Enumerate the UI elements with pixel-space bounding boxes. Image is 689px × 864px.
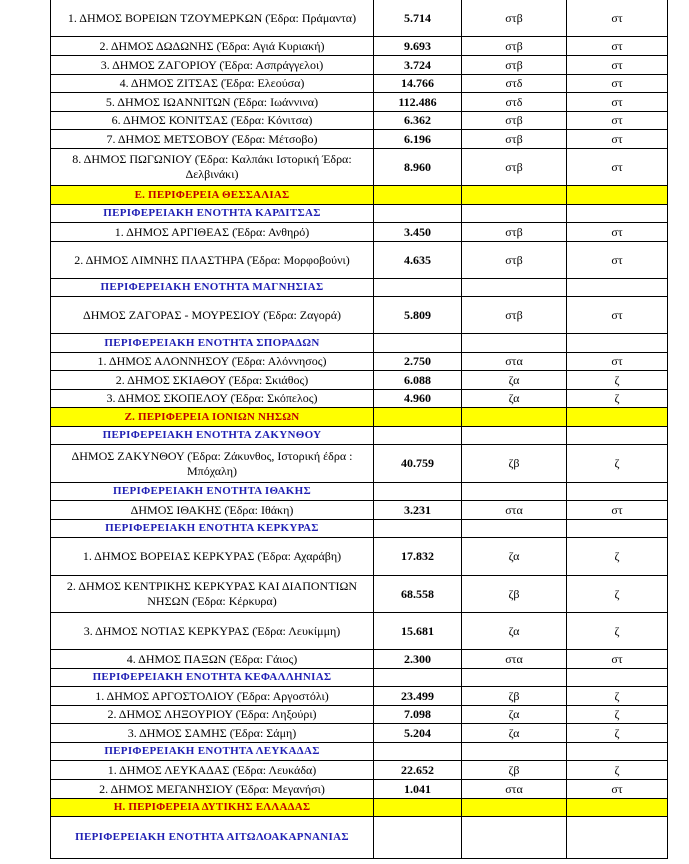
- table-row: [51, 242, 668, 279]
- class-cell: [567, 669, 668, 687]
- regional-unit-row: [51, 743, 668, 761]
- municipality-name-cell: ΠΕΡΙΦΕΡΕΙΑΚΗ ΕΝΟΤΗΤΑ ΛΕΥΚΑΔΑΣ: [51, 743, 374, 761]
- table-row: [51, 576, 668, 613]
- category-cell: [462, 205, 567, 223]
- table-row: [51, 149, 668, 186]
- municipality-name-cell: 3. ΔΗΜΟΣ ΝΟΤΙΑΣ ΚΕΡΚΥΡΑΣ (Έδρα: Λευκίμμη): [51, 613, 374, 650]
- population-cell: 1.041: [374, 780, 462, 799]
- population-cell: 4.635: [374, 242, 462, 279]
- class-cell: στ: [567, 353, 668, 371]
- regional-unit-row: [51, 817, 668, 859]
- population-cell: 23.499: [374, 687, 462, 706]
- category-cell: [462, 817, 567, 859]
- municipality-name-cell: 1. ΔΗΜΟΣ ΑΛΟΝΝΗΣΟΥ (Έδρα: Αλόννησος): [51, 353, 374, 371]
- population-cell: 5.204: [374, 724, 462, 743]
- category-cell: στβ: [462, 149, 567, 186]
- population-cell: [374, 408, 462, 427]
- table-row: [51, 706, 668, 724]
- region-header-row: [51, 799, 668, 817]
- regional-unit-row: [51, 279, 668, 297]
- population-cell: [374, 743, 462, 761]
- municipality-name-cell: 4. ΔΗΜΟΣ ΠΑΞΩΝ (Έδρα: Γάιος): [51, 650, 374, 669]
- population-cell: [374, 279, 462, 297]
- table-row: [51, 538, 668, 576]
- category-cell: στβ: [462, 37, 567, 56]
- class-cell: στ: [567, 780, 668, 799]
- class-cell: στ: [567, 112, 668, 130]
- class-cell: ζ: [567, 538, 668, 576]
- municipality-name-cell: Η. ΠΕΡΙΦΕΡΕΙΑ ΔΥΤΙΚΗΣ ΕΛΛΑΔΑΣ: [51, 799, 374, 817]
- municipality-name-cell: 1. ΔΗΜΟΣ ΑΡΓΟΣΤΟΛΙΟΥ (Έδρα: Αργοστόλι): [51, 687, 374, 706]
- category-cell: στβ: [462, 0, 567, 37]
- municipality-name-cell: 2. ΔΗΜΟΣ ΚΕΝΤΡΙΚΗΣ ΚΕΡΚΥΡΑΣ ΚΑΙ ΔΙΑΠΟΝΤΙΩΝ ΝΗΣΩΝ (Έδρα: Κέρκυρα): [51, 576, 374, 613]
- table-row: [51, 780, 668, 799]
- population-cell: [374, 817, 462, 859]
- table-row: [51, 501, 668, 520]
- category-cell: [462, 483, 567, 501]
- population-cell: 14.766: [374, 75, 462, 93]
- class-cell: [567, 427, 668, 445]
- municipality-name-cell: ΠΕΡΙΦΕΡΕΙΑΚΗ ΕΝΟΤΗΤΑ ΖΑΚΥΝΘΟΥ: [51, 427, 374, 445]
- municipality-name-cell: ΠΕΡΙΦΕΡΕΙΑΚΗ ΕΝΟΤΗΤΑ ΚΕΡΚΥΡΑΣ: [51, 520, 374, 538]
- category-cell: [462, 520, 567, 538]
- population-cell: 112.486: [374, 93, 462, 112]
- population-cell: 5.714: [374, 0, 462, 37]
- category-cell: ζα: [462, 724, 567, 743]
- municipality-name-cell: ΠΕΡΙΦΕΡΕΙΑΚΗ ΕΝΟΤΗΤΑ ΜΑΓΝΗΣΙΑΣ: [51, 279, 374, 297]
- municipality-name-cell: ΠΕΡΙΦΕΡΕΙΑΚΗ ΕΝΟΤΗΤΑ ΙΘΑΚΗΣ: [51, 483, 374, 501]
- class-cell: στ: [567, 75, 668, 93]
- population-cell: [374, 186, 462, 205]
- class-cell: στ: [567, 37, 668, 56]
- population-cell: 9.693: [374, 37, 462, 56]
- class-cell: στ: [567, 650, 668, 669]
- population-cell: 2.300: [374, 650, 462, 669]
- regional-unit-row: [51, 483, 668, 501]
- table-row: [51, 724, 668, 743]
- class-cell: ζ: [567, 687, 668, 706]
- municipality-name-cell: 5. ΔΗΜΟΣ ΙΩΑΝΝΙΤΩΝ (Έδρα: Ιωάννινα): [51, 93, 374, 112]
- region-header-row: [51, 408, 668, 427]
- municipality-name-cell: Ε. ΠΕΡΙΦΕΡΕΙΑ ΘΕΣΣΑΛΙΑΣ: [51, 186, 374, 205]
- category-cell: ζβ: [462, 761, 567, 780]
- municipality-name-cell: 2. ΔΗΜΟΣ ΔΩΔΩΝΗΣ (Έδρα: Αγιά Κυριακή): [51, 37, 374, 56]
- population-cell: 6.196: [374, 130, 462, 149]
- municipality-name-cell: ΠΕΡΙΦΕΡΕΙΑΚΗ ΕΝΟΤΗΤΑ ΚΑΡΔΙΤΣΑΣ: [51, 205, 374, 223]
- table-row: [51, 613, 668, 650]
- table-row: [51, 93, 668, 112]
- population-cell: 40.759: [374, 445, 462, 483]
- municipality-name-cell: 8. ΔΗΜΟΣ ΠΩΓΩΝΙΟΥ (Έδρα: Καλπάκι Ιστορική Έδρα: Δελβινάκι): [51, 149, 374, 186]
- table-row: [51, 687, 668, 706]
- population-cell: 7.098: [374, 706, 462, 724]
- table-row: [51, 0, 668, 37]
- table-row: [51, 75, 668, 93]
- category-cell: [462, 279, 567, 297]
- class-cell: στ: [567, 223, 668, 242]
- municipality-name-cell: 3. ΔΗΜΟΣ ΖΑΓΟΡΙΟΥ (Έδρα: Ασπράγγελοι): [51, 56, 374, 75]
- category-cell: στδ: [462, 75, 567, 93]
- municipality-name-cell: 2. ΔΗΜΟΣ ΛΙΜΝΗΣ ΠΛΑΣΤΗΡΑ (Έδρα: Μορφοβούνι): [51, 242, 374, 279]
- municipality-name-cell: 3. ΔΗΜΟΣ ΣΑΜΗΣ (Έδρα: Σάμη): [51, 724, 374, 743]
- category-cell: ζα: [462, 538, 567, 576]
- population-cell: 5.809: [374, 297, 462, 334]
- population-cell: 17.832: [374, 538, 462, 576]
- class-cell: στ: [567, 149, 668, 186]
- regional-unit-row: [51, 334, 668, 353]
- table-row: [51, 223, 668, 242]
- category-cell: ζβ: [462, 687, 567, 706]
- municipality-name-cell: ΠΕΡΙΦΕΡΕΙΑΚΗ ΕΝΟΤΗΤΑ ΚΕΦΑΛΛΗΝΙΑΣ: [51, 669, 374, 687]
- category-cell: στα: [462, 780, 567, 799]
- municipality-name-cell: ΔΗΜΟΣ ΖΑΚΥΝΘΟΥ (Έδρα: Ζάκυνθος, Ιστορική έδρα : Μπόχαλη): [51, 445, 374, 483]
- class-cell: [567, 743, 668, 761]
- table-row: [51, 297, 668, 334]
- population-cell: [374, 427, 462, 445]
- table-row: [51, 650, 668, 669]
- class-cell: ζ: [567, 706, 668, 724]
- table-row: [51, 761, 668, 780]
- category-cell: [462, 186, 567, 205]
- category-cell: στβ: [462, 56, 567, 75]
- population-cell: 4.960: [374, 390, 462, 408]
- class-cell: στ: [567, 0, 668, 37]
- population-cell: [374, 799, 462, 817]
- category-cell: [462, 799, 567, 817]
- municipality-name-cell: ΠΕΡΙΦΕΡΕΙΑΚΗ ΕΝΟΤΗΤΑ ΣΠΟΡΑΔΩΝ: [51, 334, 374, 353]
- class-cell: [567, 817, 668, 859]
- category-cell: [462, 743, 567, 761]
- class-cell: στ: [567, 93, 668, 112]
- class-cell: στ: [567, 56, 668, 75]
- class-cell: ζ: [567, 761, 668, 780]
- table-row: [51, 56, 668, 75]
- category-cell: στβ: [462, 242, 567, 279]
- category-cell: [462, 427, 567, 445]
- regional-unit-row: [51, 205, 668, 223]
- category-cell: [462, 334, 567, 353]
- municipality-name-cell: 1. ΔΗΜΟΣ ΒΟΡΕΙΑΣ ΚΕΡΚΥΡΑΣ (Έδρα: Αχαράβη): [51, 538, 374, 576]
- regional-unit-row: [51, 669, 668, 687]
- municipality-name-cell: 6. ΔΗΜΟΣ ΚΟΝΙΤΣΑΣ (Έδρα: Κόνιτσα): [51, 112, 374, 130]
- municipality-name-cell: ΔΗΜΟΣ ΙΘΑΚΗΣ (Έδρα: Ιθάκη): [51, 501, 374, 520]
- municipality-name-cell: 3. ΔΗΜΟΣ ΣΚΟΠΕΛΟΥ (Έδρα: Σκόπελος): [51, 390, 374, 408]
- population-cell: 3.724: [374, 56, 462, 75]
- population-cell: 6.362: [374, 112, 462, 130]
- municipality-name-cell: ΔΗΜΟΣ ΖΑΓΟΡΑΣ - ΜΟΥΡΕΣΙΟΥ (Έδρα: Ζαγορά): [51, 297, 374, 334]
- category-cell: ζβ: [462, 445, 567, 483]
- table-row: [51, 390, 668, 408]
- population-cell: 15.681: [374, 613, 462, 650]
- category-cell: ζα: [462, 613, 567, 650]
- class-cell: [567, 279, 668, 297]
- category-cell: στβ: [462, 130, 567, 149]
- regional-unit-row: [51, 427, 668, 445]
- class-cell: [567, 186, 668, 205]
- category-cell: ζα: [462, 706, 567, 724]
- municipality-name-cell: 2. ΔΗΜΟΣ ΜΕΓΑΝΗΣΙΟΥ (Έδρα: Μεγανήσι): [51, 780, 374, 799]
- category-cell: ζβ: [462, 576, 567, 613]
- population-cell: [374, 520, 462, 538]
- class-cell: ζ: [567, 576, 668, 613]
- table-body: [51, 0, 668, 859]
- population-cell: 6.088: [374, 371, 462, 390]
- population-cell: 22.652: [374, 761, 462, 780]
- class-cell: [567, 205, 668, 223]
- category-cell: στβ: [462, 297, 567, 334]
- population-cell: 2.750: [374, 353, 462, 371]
- class-cell: ζ: [567, 724, 668, 743]
- table-row: [51, 445, 668, 483]
- class-cell: ζ: [567, 445, 668, 483]
- class-cell: στ: [567, 242, 668, 279]
- municipality-name-cell: 1. ΔΗΜΟΣ ΑΡΓΙΘΕΑΣ (Έδρα: Ανθηρό): [51, 223, 374, 242]
- municipality-name-cell: 1. ΔΗΜΟΣ ΛΕΥΚΑΔΑΣ (Έδρα: Λευκάδα): [51, 761, 374, 780]
- category-cell: στα: [462, 353, 567, 371]
- category-cell: στα: [462, 501, 567, 520]
- category-cell: στα: [462, 650, 567, 669]
- class-cell: ζ: [567, 390, 668, 408]
- municipality-name-cell: 2. ΔΗΜΟΣ ΛΗΞΟΥΡΙΟΥ (Έδρα: Ληξούρι): [51, 706, 374, 724]
- table-row: [51, 37, 668, 56]
- class-cell: [567, 483, 668, 501]
- region-header-row: [51, 186, 668, 205]
- population-cell: 68.558: [374, 576, 462, 613]
- category-cell: στβ: [462, 223, 567, 242]
- municipality-name-cell: Ζ. ΠΕΡΙΦΕΡΕΙΑ ΙΟΝΙΩΝ ΝΗΣΩΝ: [51, 408, 374, 427]
- class-cell: στ: [567, 130, 668, 149]
- municipality-name-cell: 1. ΔΗΜΟΣ ΒΟΡΕΙΩΝ ΤΖΟΥΜΕΡΚΩΝ (Έδρα: Πράμαντα): [51, 0, 374, 37]
- population-cell: [374, 669, 462, 687]
- class-cell: [567, 408, 668, 427]
- class-cell: στ: [567, 501, 668, 520]
- table-row: [51, 371, 668, 390]
- regional-unit-row: [51, 520, 668, 538]
- category-cell: [462, 669, 567, 687]
- category-cell: στβ: [462, 112, 567, 130]
- municipality-name-cell: 7. ΔΗΜΟΣ ΜΕΤΣΟΒΟΥ (Έδρα: Μέτσοβο): [51, 130, 374, 149]
- municipality-name-cell: ΠΕΡΙΦΕΡΕΙΑΚΗ ΕΝΟΤΗΤΑ ΑΙΤΩΛΟΑΚΑΡΝΑΝΙΑΣ: [51, 817, 374, 859]
- category-cell: ζα: [462, 390, 567, 408]
- population-cell: [374, 205, 462, 223]
- population-cell: 3.450: [374, 223, 462, 242]
- table-row: [51, 130, 668, 149]
- class-cell: [567, 520, 668, 538]
- municipality-name-cell: 2. ΔΗΜΟΣ ΣΚΙΑΘΟΥ (Έδρα: Σκιάθος): [51, 371, 374, 390]
- municipality-name-cell: 4. ΔΗΜΟΣ ΖΙΤΣΑΣ (Έδρα: Ελεούσα): [51, 75, 374, 93]
- class-cell: [567, 334, 668, 353]
- class-cell: στ: [567, 297, 668, 334]
- class-cell: ζ: [567, 371, 668, 390]
- category-cell: ζα: [462, 371, 567, 390]
- municipalities-table: [50, 0, 668, 859]
- population-cell: [374, 334, 462, 353]
- table-row: [51, 353, 668, 371]
- population-cell: 8.960: [374, 149, 462, 186]
- category-cell: στδ: [462, 93, 567, 112]
- population-cell: 3.231: [374, 501, 462, 520]
- table-row: [51, 112, 668, 130]
- category-cell: [462, 408, 567, 427]
- population-cell: [374, 483, 462, 501]
- class-cell: [567, 799, 668, 817]
- class-cell: ζ: [567, 613, 668, 650]
